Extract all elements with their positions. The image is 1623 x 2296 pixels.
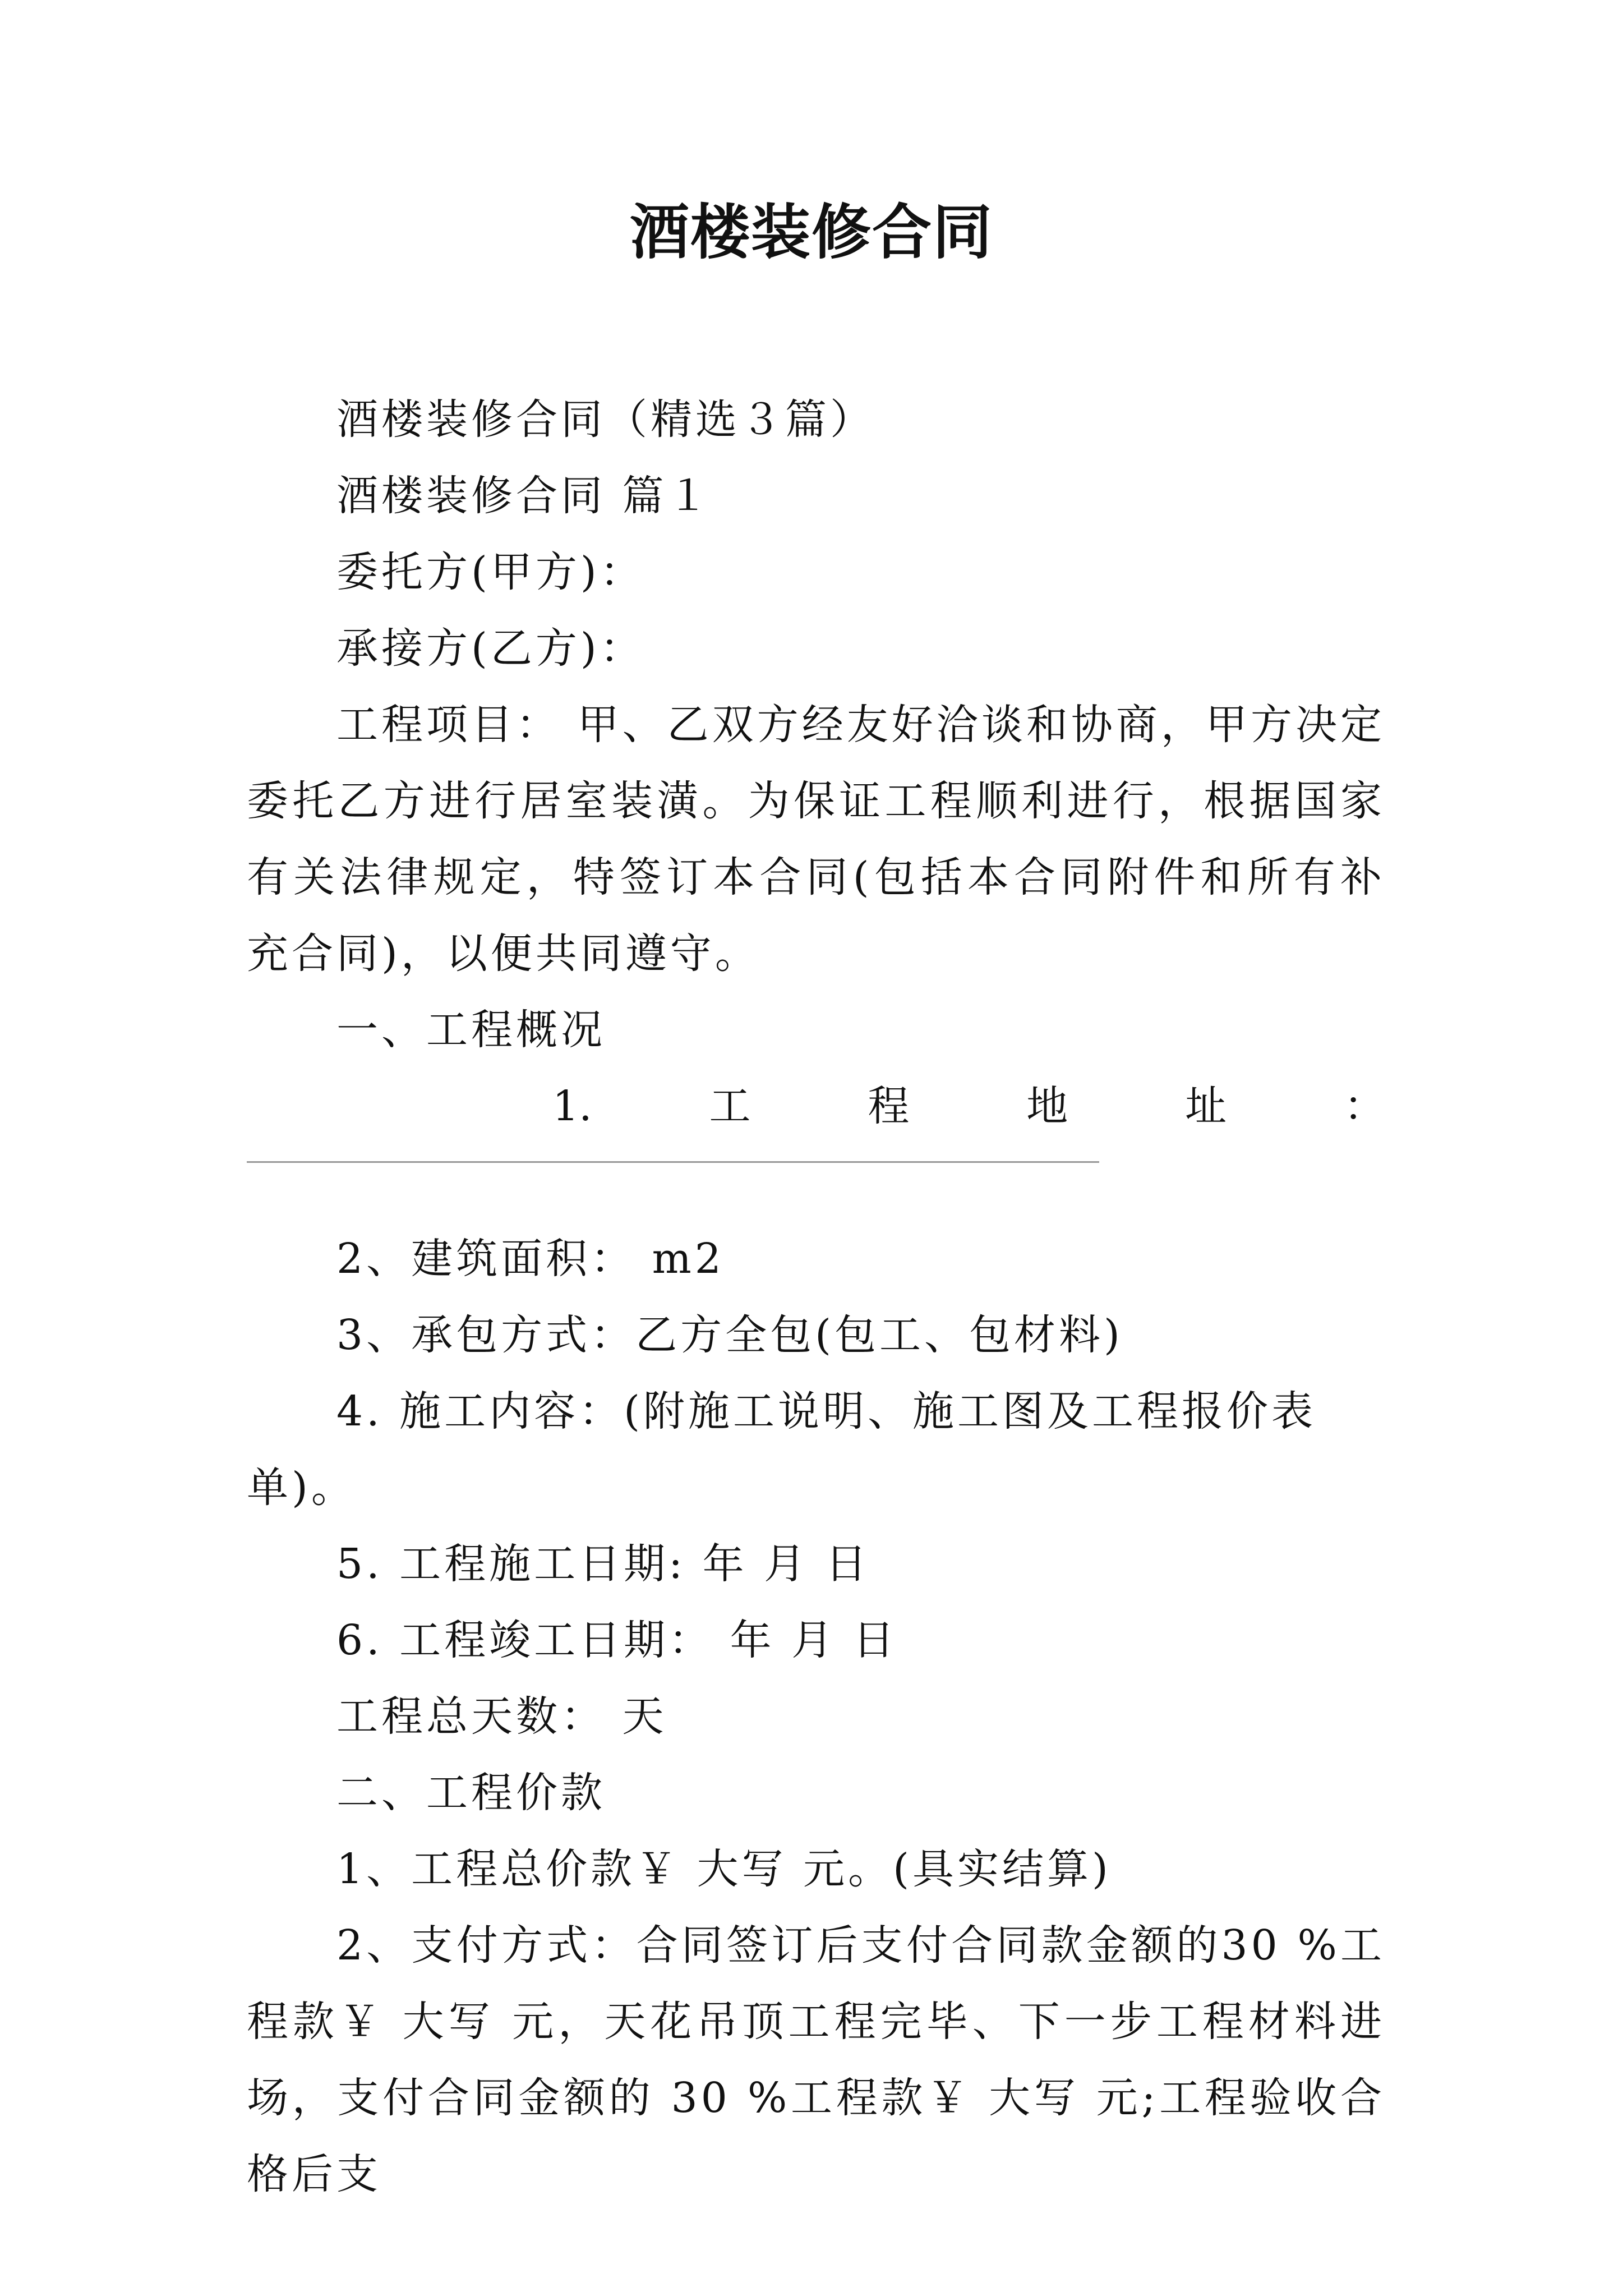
address-item: ： xyxy=(1343,1082,1385,1130)
paragraph-party-b: 承接方(乙方)： xyxy=(336,624,645,673)
address-item: 地 xyxy=(1026,1082,1068,1130)
paragraph-work-content: 4. 施工内容：(附施工说明、施工图及工程报价表单)。 xyxy=(247,1387,1316,1512)
paragraph-payment-method: 2、支付方式：合同签订后支付合同款金额的30 %工程款￥ 大写 元，天花吊顶工程完毕、下一步工程材料进场，支付合同金额的 30 %工程款￥ 大写 元;工程验收合格后支 xyxy=(247,1921,1385,2198)
paragraph-total-price: 1、工程总价款￥ 大写 元。(具实结算) xyxy=(336,1845,1112,1893)
paragraph-party-a: 委托方(甲方)： xyxy=(336,548,645,596)
underline-rule xyxy=(247,1161,1099,1163)
paragraph-start-date: 5. 工程施工日期: 年 月 日 xyxy=(336,1540,870,1588)
paragraph-subtitle: 酒楼装修合同（精选３篇） xyxy=(336,395,875,444)
paragraph-section-heading: 酒楼装修合同 篇１ xyxy=(336,472,712,520)
address-item: 程 xyxy=(868,1082,910,1130)
document-title: 酒楼装修合同 xyxy=(630,198,993,267)
paragraph-contract-mode: 3、承包方式：乙方全包(包工、包材料) xyxy=(336,1311,1123,1359)
paragraph-building-area: 2、建筑面积： m2 xyxy=(336,1235,725,1283)
document-body xyxy=(247,381,1385,2212)
address-item: 工 xyxy=(709,1082,751,1130)
paragraph-total-days: 工程总天数： 天 xyxy=(336,1692,667,1741)
address-item: 1. xyxy=(552,1082,592,1130)
paragraph-project-intro: 工程项目： 甲、乙双方经友好洽谈和协商，甲方决定委托乙方进行居室装潢。为保证工程顺利进行，根据国家有关法律规定，特签订本合同(包括本合同附件和所有补充合同)，以便共同遵守。 xyxy=(247,701,1385,978)
paragraph-project-address xyxy=(247,1068,1385,1144)
address-item: 址 xyxy=(1185,1082,1227,1130)
paragraph-completion-date: 6. 工程竣工日期： 年 月 日 xyxy=(336,1616,898,1664)
address-blank-line xyxy=(247,1144,1385,1221)
paragraph-price-heading: 二、工程价款 xyxy=(336,1769,606,1817)
paragraph-overview-heading: 一、工程概况 xyxy=(336,1006,606,1054)
